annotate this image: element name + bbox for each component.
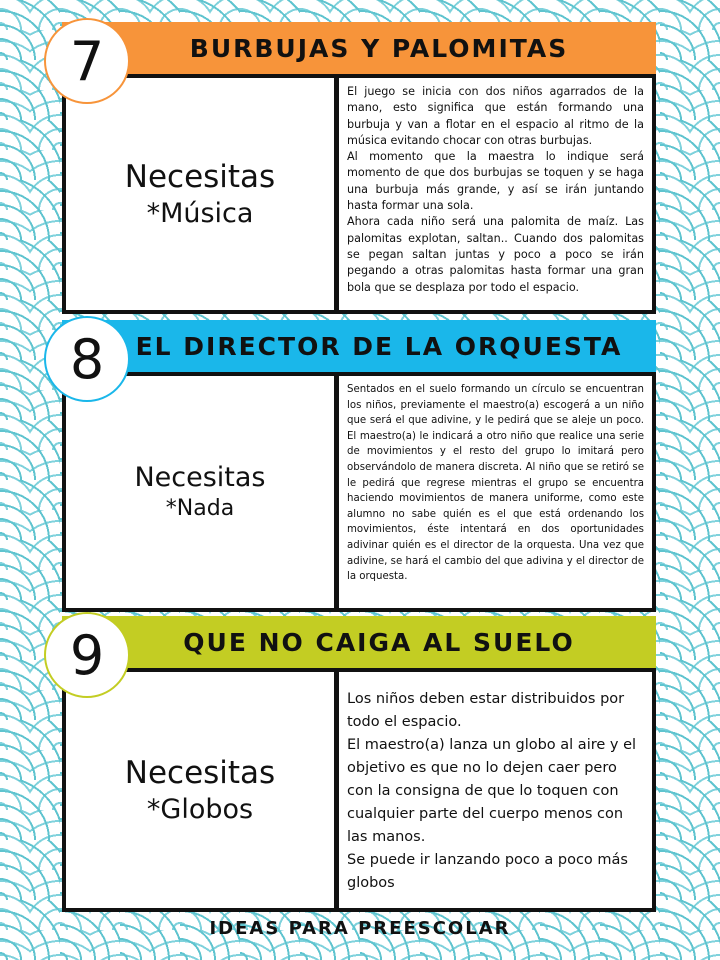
card-title: BURBUJAS Y PALOMITAS (189, 33, 569, 63)
card-body (62, 74, 656, 314)
needs-title: Necesitas (124, 754, 276, 791)
needs-item: *Música (146, 197, 254, 229)
activity-card-8 (62, 320, 656, 610)
description-paragraph: El maestro(a) lanza un globo al aire y el objetivo es que no lo dejen caer pero con la consigna de que lo toquen con cualquier parte del cuerpo menos con las manos. (347, 737, 637, 845)
card-title: EL DIRECTOR DE LA ORQUESTA (135, 331, 623, 361)
number-badge: 7 (44, 18, 130, 104)
description-paragraph: Se puede ir lanzando poco a poco más globos (347, 852, 628, 891)
description-paragraph: El juego se inicia con dos niños agarrados de la mano, esto significa que están formando una burbuja y van a flotar en el espacio al ritmo de la música evitando chocar con otras burbujas. (347, 85, 644, 147)
needs-panel (66, 78, 339, 310)
card-body (62, 668, 656, 912)
number-badge: 9 (44, 612, 130, 698)
description-panel (339, 78, 652, 310)
activity-card-7 (62, 22, 656, 312)
description-panel (339, 376, 652, 608)
needs-title: Necesitas (134, 462, 266, 494)
description-paragraph: Sentados en el suelo formando un círculo se encuentran los niños, previamente el maestro(a) escogerá a un niño que será el que adivine, y le pedirá que se aleje un poco. El maestro(a) le indicará a otro niño que realice una serie de movimientos y el resto del grupo lo imitará pero observándolo de manera discreta. Al niño que se retiró se le pedirá que regrese mientras el grupo se encuentra haciendo movimientos de manera uniforme, como este alumno no sabe quién es el que está ordenando los movimientos, éste intentará en dos oportunidades adivinar quién es el director de la orquesta. Una vez que adivine, se hará el cambio del que adivina y el director de la orquesta. (347, 384, 644, 583)
needs-item: *Nada (165, 496, 235, 522)
needs-title: Necesitas (124, 158, 276, 195)
needs-panel (66, 672, 339, 908)
needs-panel (66, 376, 339, 608)
card-banner (62, 616, 656, 668)
description-paragraph: Ahora cada niño será una palomita de maíz. Las palomitas explotan, saltan.. Cuando dos palomitas se pegan saltan juntas y poco a poco se irán pegando a otras palomitas hasta formar una gran bola que se desplaza por todo el espacio. (347, 215, 644, 294)
card-banner (62, 22, 656, 74)
activity-card-9 (62, 616, 656, 910)
needs-item: *Globos (146, 793, 254, 825)
card-title: QUE NO CAIGA AL SUELO (183, 627, 575, 657)
card-banner (62, 320, 656, 372)
card-body (62, 372, 656, 612)
description-paragraph: Los niños deben estar distribuidos por todo el espacio. (347, 691, 625, 730)
footer-caption: IDEAS PARA PREESCOLAR (209, 918, 511, 939)
number-badge: 8 (44, 316, 130, 402)
description-panel (339, 672, 652, 908)
description-paragraph: Al momento que la maestra lo indique será momento de que dos burbujas se toquen y se haga una burbuja más grande, y así se irán juntando hasta formar una sola. (347, 150, 644, 213)
